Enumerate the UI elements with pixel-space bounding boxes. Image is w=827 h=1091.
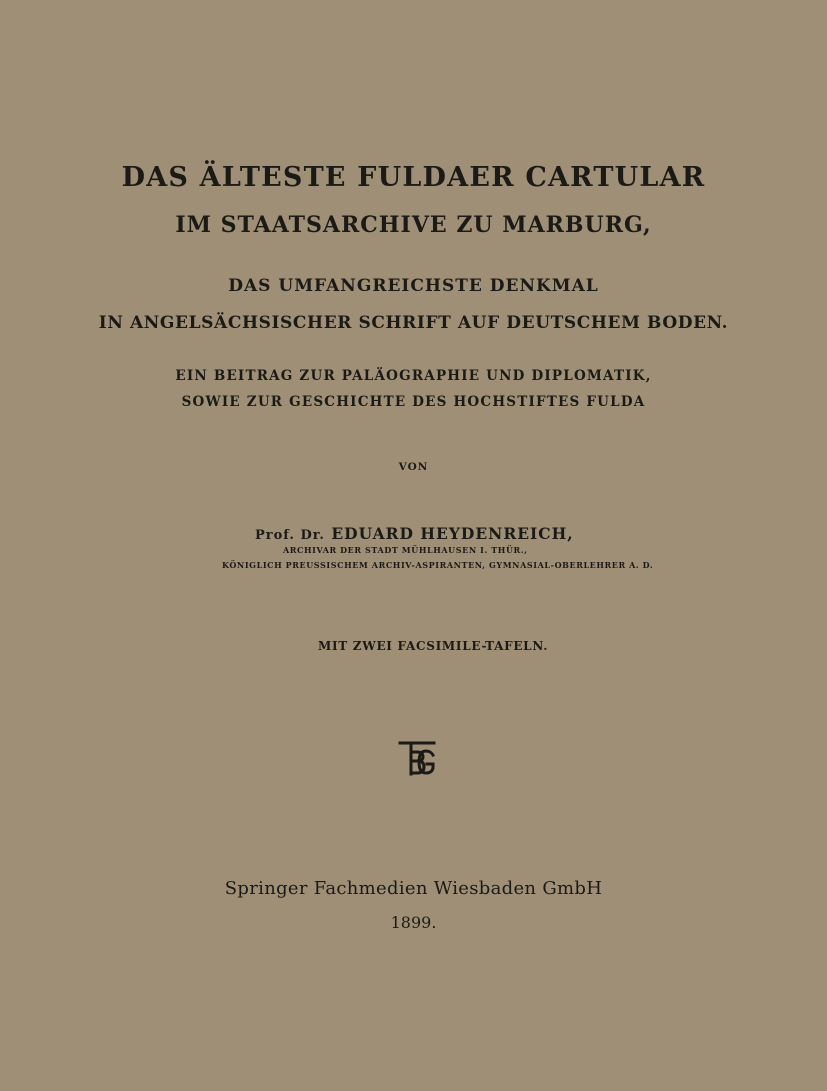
description-line-2: SOWIE ZUR GESCHICHTE DES HOCHSTIFTES FULDA xyxy=(181,394,646,410)
main-title-line-2: IM STAATSARCHIVE ZU MARBURG, xyxy=(175,212,652,238)
author-title-prefix: Prof. Dr. xyxy=(255,528,325,543)
description-line-1: EIN BEITRAG ZUR PALÄOGRAPHIE UND DIPLOMATIK, xyxy=(175,368,652,384)
publisher-monogram-icon xyxy=(398,740,436,776)
author-line xyxy=(255,524,574,543)
by-label: VON xyxy=(398,461,429,473)
author-role-line-2: KÖNIGLICH PREUSSISCHEM ARCHIV-ASPIRANTEN, GYMNASIAL-OBERLEHRER A. D. xyxy=(222,560,654,570)
author-role-line-1: ARCHIVAR DER STADT MÜHLHAUSEN I. THÜR., xyxy=(283,545,528,555)
publisher-name: Springer Fachmedien Wiesbaden GmbH xyxy=(224,878,603,899)
subtitle-line-2: IN ANGELSÄCHSISCHER SCHRIFT AUF DEUTSCHEM BODEN. xyxy=(98,313,729,333)
author-name: EDUARD HEYDENREICH, xyxy=(331,524,574,543)
subtitle-line-1: DAS UMFANGREICHSTE DENKMAL xyxy=(228,276,599,296)
plates-note: MIT ZWEI FACSIMILE-TAFELN. xyxy=(318,639,549,653)
main-title-line-1: DAS ÄLTESTE FULDAER CARTULAR xyxy=(121,162,706,193)
publication-year: 1899. xyxy=(390,913,437,932)
